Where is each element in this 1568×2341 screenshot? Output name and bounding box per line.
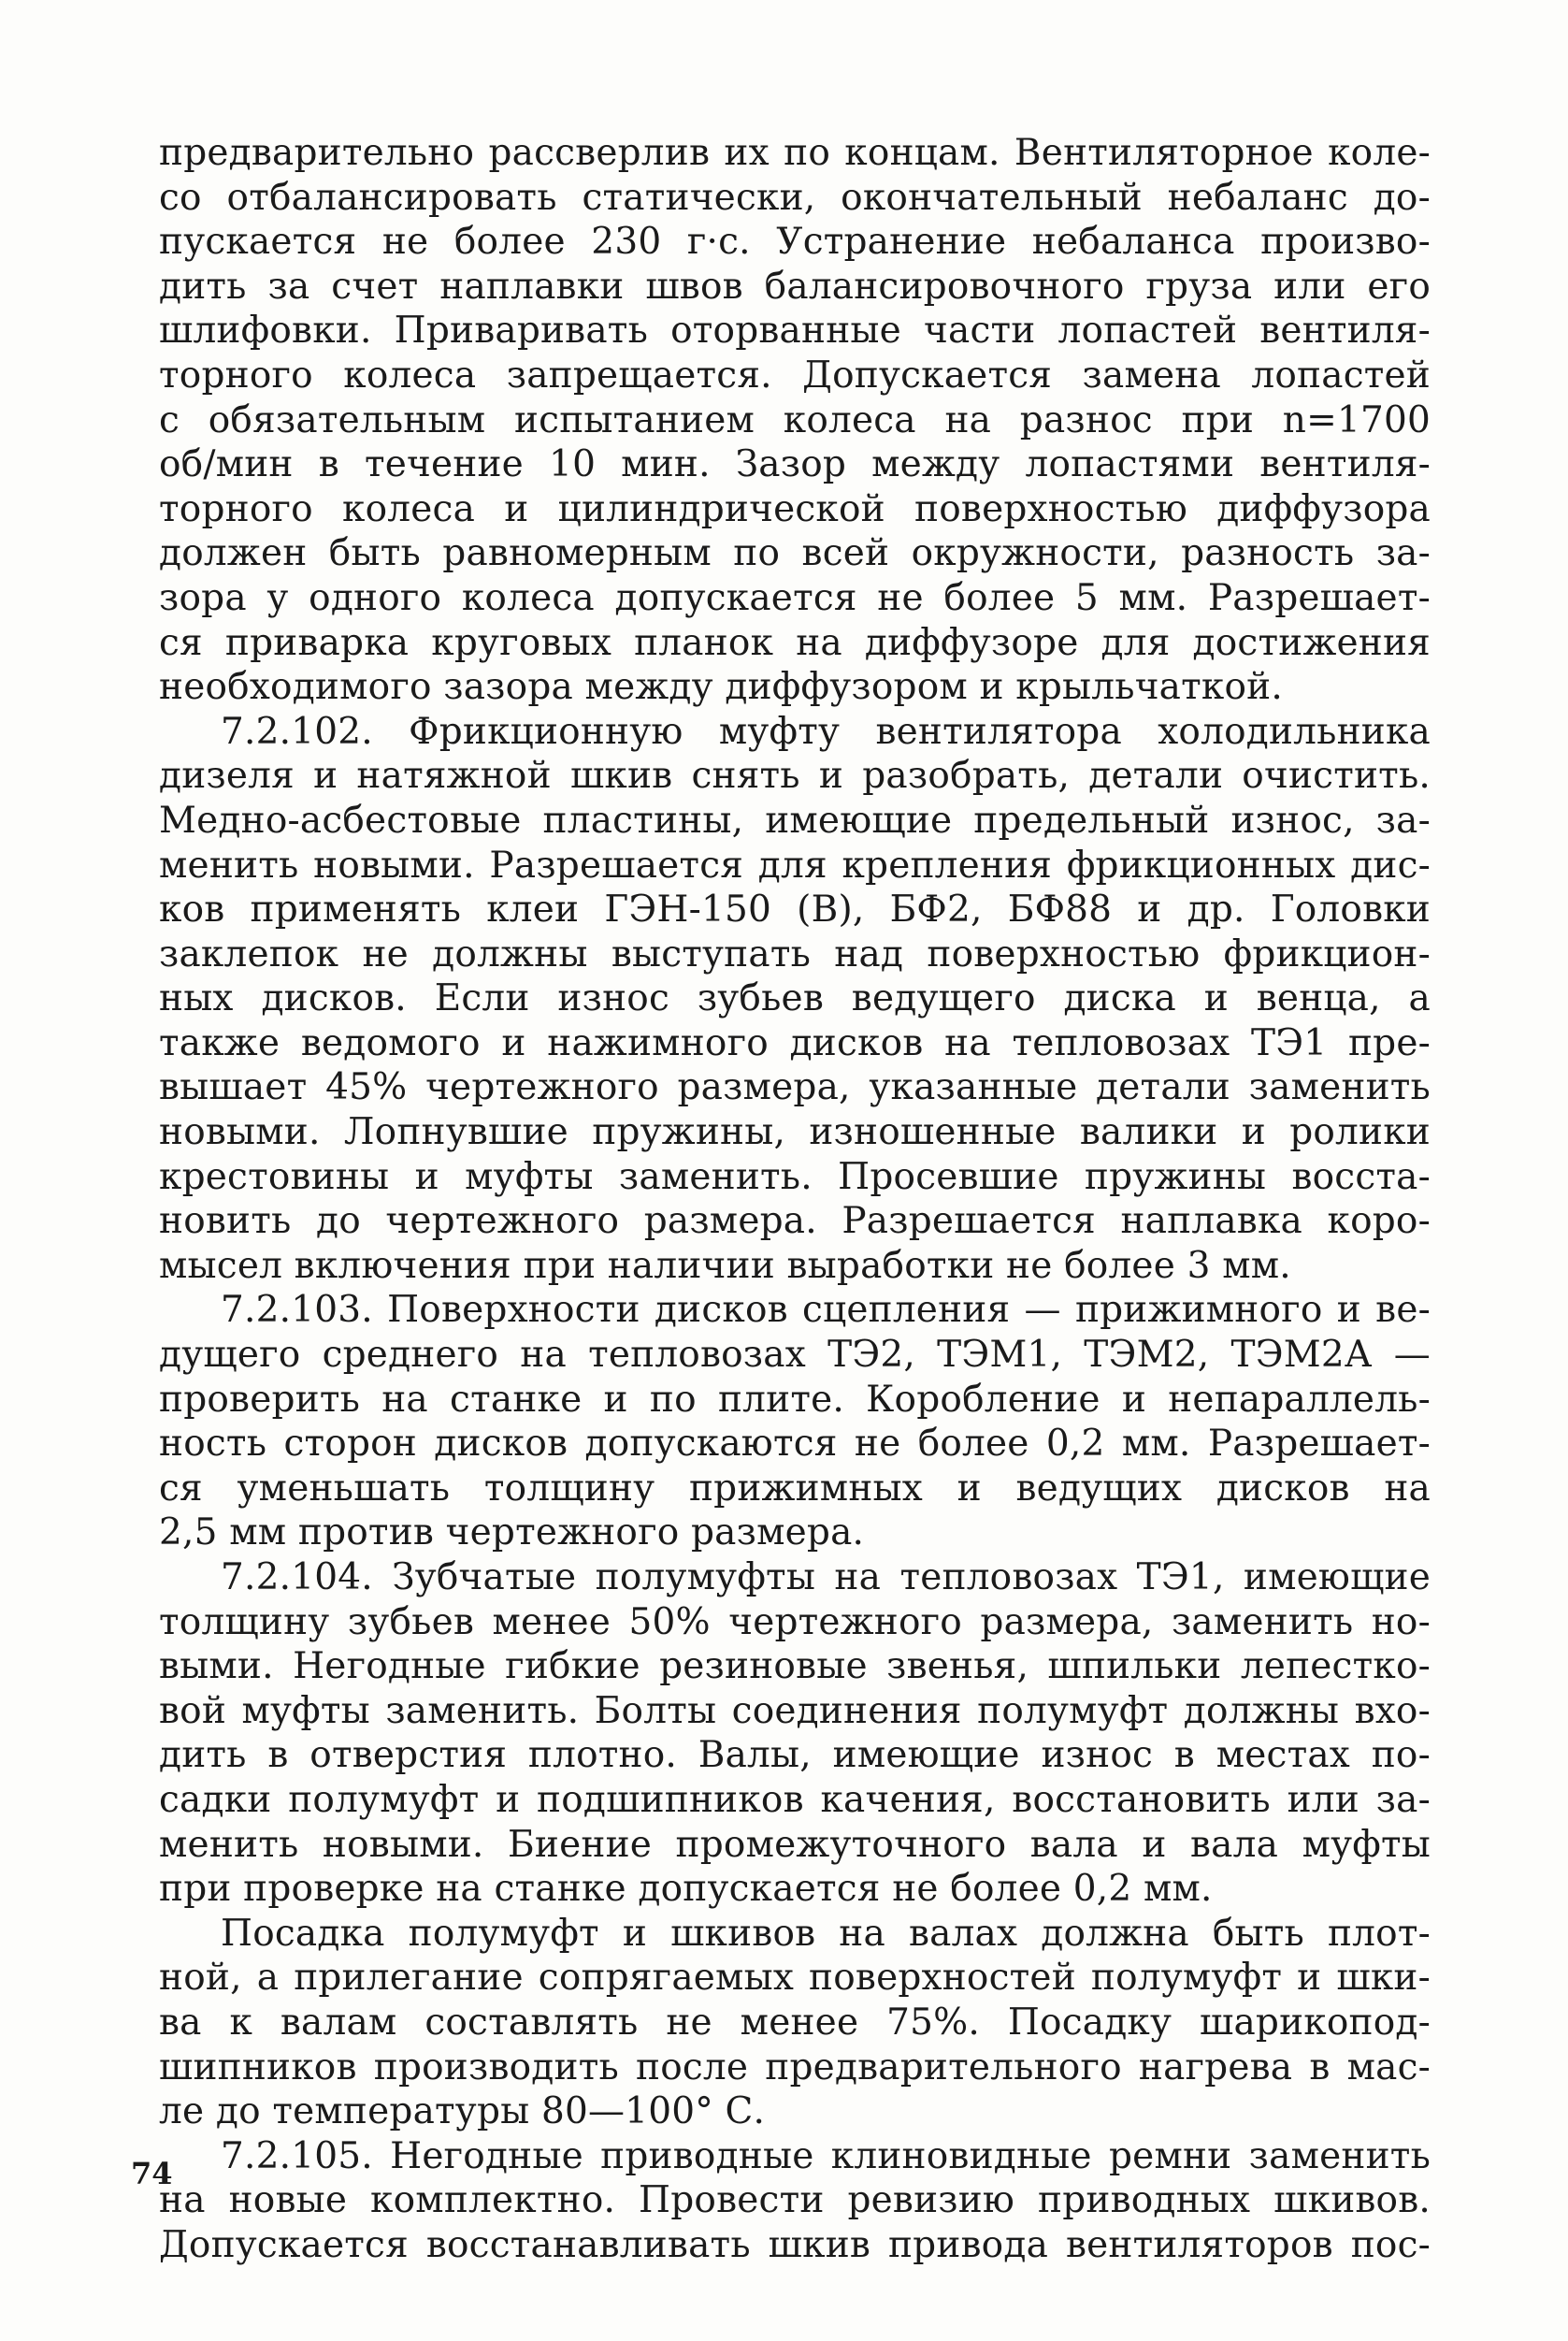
body-text — [159, 131, 1431, 2268]
text-line: торного колеса запрещается. Допускается замена лопастей — [159, 354, 1431, 397]
paragraph-fit-requirements — [159, 1912, 1431, 2134]
text-line: на новые комплектно. Провести ревизию приводных шкивов. — [159, 2179, 1431, 2222]
text-line: крестовины и муфты заменить. Просевшие пружины восста- — [159, 1155, 1431, 1198]
text-line: необходимого зазора между диффузором и крыльчаткой. — [159, 666, 1283, 709]
text-line: вой муфты заменить. Болты соединения полумуфт должны вхо- — [159, 1689, 1431, 1732]
text-line: ся приварка круговых планок на диффузоре для достижения — [159, 621, 1431, 664]
text-line: дить за счет наплавки швов балансировочного груза или его — [159, 265, 1431, 308]
text-line: дить в отверстия плотно. Валы, имеющие износ в местах по- — [159, 1734, 1431, 1777]
text-line: должен быть равномерным по всей окружности, разность за- — [159, 532, 1431, 575]
text-line: ной, а прилегание сопрягаемых поверхностей полумуфт и шки- — [159, 1957, 1431, 2000]
text-line: толщину зубьев менее 50% чертежного размера, заменить но- — [159, 1600, 1431, 1643]
text-line: дущего среднего на тепловозах ТЭ2, ТЭМ1, ТЭМ2, ТЭМ2А — — [159, 1334, 1431, 1377]
text-line: пускается не более 230 г·с. Устранение небаланса произво- — [159, 221, 1431, 264]
paragraph-section-7-2-103 — [159, 1288, 1431, 1555]
text-line: 7.2.103. Поверхности дисков сцепления — прижимного и ве- — [221, 1289, 1431, 1332]
text-line: ся уменьшать толщину прижимных и ведущих дисков на — [159, 1467, 1431, 1510]
text-line: выми. Негодные гибкие резиновые звенья, шпильки лепестко- — [159, 1645, 1431, 1688]
page-number: 74 — [131, 2156, 173, 2191]
paragraph-intro-continuation — [159, 131, 1431, 710]
text-line: заклепок не должны выступать над поверхностью фрикцион- — [159, 932, 1431, 975]
text-line: об/мин в течение 10 мин. Зазор между лопастями вентиля- — [159, 443, 1431, 486]
text-line: новить до чертежного размера. Разрешается наплавка коро- — [159, 1200, 1431, 1243]
text-line: 7.2.104. Зубчатые полумуфты на тепловозах ТЭ1, имеющие — [221, 1556, 1431, 1598]
text-line: шлифовки. Приваривать оторванные части лопастей вентиля- — [159, 310, 1431, 353]
text-line: также ведомого и нажимного дисков на тепловозах ТЭ1 пре- — [159, 1021, 1431, 1064]
text-line: 2,5 мм против чертежного размера. — [159, 1511, 865, 1554]
text-line: садки полумуфт и подшипников качения, восстановить или за- — [159, 1778, 1431, 1821]
text-line: дизеля и натяжной шкив снять и разобрать, детали очистить. — [159, 755, 1431, 798]
text-line: зора у одного колеса допускается не более 5 мм. Разрешает- — [159, 576, 1431, 619]
text-line: Медно-асбестовые пластины, имеющие предельный износ, за- — [159, 799, 1431, 842]
text-line: Допускается восстанавливать шкив привода вентиляторов пос- — [159, 2223, 1431, 2266]
text-line: мысел включения при наличии выработки не более 3 мм. — [159, 1244, 1291, 1287]
text-line: ле до температуры 80—100° С. — [159, 2090, 766, 2133]
text-line: предварительно рассверлив их по концам. Вентиляторное коле- — [159, 132, 1431, 174]
text-line: 7.2.105. Негодные приводные клиновидные ремни заменить — [221, 2134, 1431, 2177]
text-line: 7.2.102. Фрикционную муфту вентилятора холодильника — [221, 710, 1431, 753]
text-line: Посадка полумуфт и шкивов на валах должна быть плот- — [221, 1912, 1431, 1955]
text-line: ных дисков. Если износ зубьев ведущего диска и венца, а — [159, 977, 1431, 1020]
text-line: ков применять клеи ГЭН-150 (В), БФ2, БФ88 и др. Головки — [159, 889, 1431, 932]
text-line: новыми. Лопнувшие пружины, изношенные валики и ролики — [159, 1111, 1431, 1154]
text-line: со отбалансировать статически, окончательный небаланс до- — [159, 176, 1431, 219]
text-line: менить новыми. Биение промежуточного вала и вала муфты — [159, 1823, 1431, 1866]
paragraph-section-7-2-105 — [159, 2134, 1431, 2268]
text-line: ва к валам составлять не менее 75%. Посадку шарикопод- — [159, 2001, 1431, 2044]
text-line: ность сторон дисков допускаются не более 0,2 мм. Разрешает- — [159, 1423, 1431, 1466]
text-line: менить новыми. Разрешается для крепления фрикционных дис- — [159, 844, 1431, 887]
paragraph-section-7-2-104 — [159, 1555, 1431, 1912]
text-line: вышает 45% чертежного размера, указанные детали заменить — [159, 1066, 1431, 1109]
paragraph-section-7-2-102 — [159, 710, 1431, 1289]
text-line: шипников производить после предварительного нагрева в мас- — [159, 2045, 1431, 2088]
text-line: с обязательным испытанием колеса на разнос при n=1700 — [159, 398, 1431, 441]
text-line: торного колеса и цилиндрической поверхностью диффузора — [159, 487, 1431, 530]
text-line: при проверке на станке допускается не более 0,2 мм. — [159, 1868, 1213, 1911]
text-line: проверить на станке и по плите. Коробление и непараллель- — [159, 1378, 1431, 1421]
